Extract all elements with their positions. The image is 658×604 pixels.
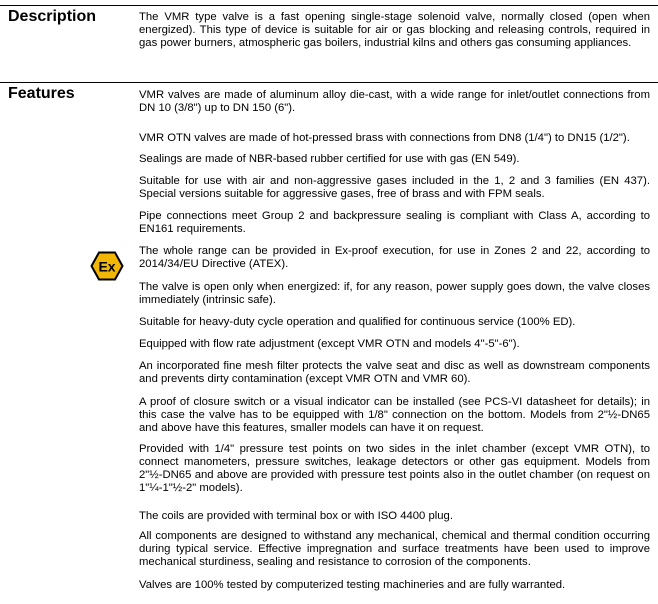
top-rule	[0, 5, 658, 6]
feature-item: A proof of closure switch or a visual indicator can be installed (see PCS-VI datasheet for details); in this case the valve has to be equipped with 1/8" connection on the bottom. Models from 2"½-DN65 and above have this features, smaller models can have it on request.	[139, 396, 650, 434]
feature-item: Sealings are made of NBR-based rubber certified for use with gas (EN 549).	[139, 153, 520, 165]
feature-item: VMR valves are made of aluminum alloy die-cast, with a wide range for inlet/outlet connections from DN 10 (3/8") up to DN 150 (6").	[139, 89, 650, 114]
feature-item: The whole range can be provided in Ex-proof execution, for use in Zones 2 and 22, according to 2014/34/EU Directive (ATEX).	[139, 245, 650, 270]
feature-item: Suitable for use with air and non-aggressive gases included in the 1, 2 and 3 families (EN 437). Special versions suitable for aggressive gases, free of brass and with FPM seals.	[139, 175, 650, 200]
feature-item: The valve is open only when energized: if, for any reason, power supply goes down, the valve closes immediately (intrinsic safe).	[139, 281, 650, 306]
section-divider	[0, 82, 658, 83]
features-heading: Features	[8, 85, 75, 102]
feature-item: All components are designed to withstand any mechanical, chemical and thermal condition occurring during typical service. Effective impregnation and surface treatments have been used to improve mechanical sturdiness, sealing and resistance to corrosion of the components.	[139, 530, 650, 568]
feature-item: The coils are provided with terminal box or with ISO 4400 plug.	[139, 510, 453, 522]
feature-item: Equipped with flow rate adjustment (except VMR OTN and models 4"-5"-6").	[139, 338, 520, 350]
ex-icon-label: Ex	[98, 258, 116, 275]
ex-proof-atex-icon	[90, 251, 124, 281]
description-heading: Description	[8, 8, 97, 25]
feature-item: Suitable for heavy-duty cycle operation and qualified for continuous service (100% ED).	[139, 316, 576, 328]
feature-item: An incorporated fine mesh filter protects the valve seat and disc as well as downstream components and prevents dirty contamination (except VMR OTN and VMR 60).	[139, 360, 650, 385]
feature-item: Valves are 100% tested by computerized testing machineries and are fully warranted.	[139, 579, 566, 591]
feature-item: Provided with 1/4" pressure test points on two sides in the inlet chamber (except VMR OTN), to connect manometers, pressure switches, leakage detectors or other gas equipment. Models from 2"½-DN65 and above are provided with pressure test points also in the outlet chamber (on request on 1"¼-1"½-2" models).	[139, 443, 650, 494]
feature-item: Pipe connections meet Group 2 and backpressure sealing is compliant with Class A, according to EN161 requirements.	[139, 210, 650, 235]
description-text: The VMR type valve is a fast opening single-stage solenoid valve, normally closed (open when energized). This type of device is suitable for air or gas blocking and releasing controls, required in gas power burners, atmospheric gas boilers, industrial kilns and others gas consuming appliances.	[139, 11, 650, 49]
feature-item: VMR OTN valves are made of hot-pressed brass with connections from DN8 (1/4") to DN15 (1/2").	[139, 132, 630, 144]
